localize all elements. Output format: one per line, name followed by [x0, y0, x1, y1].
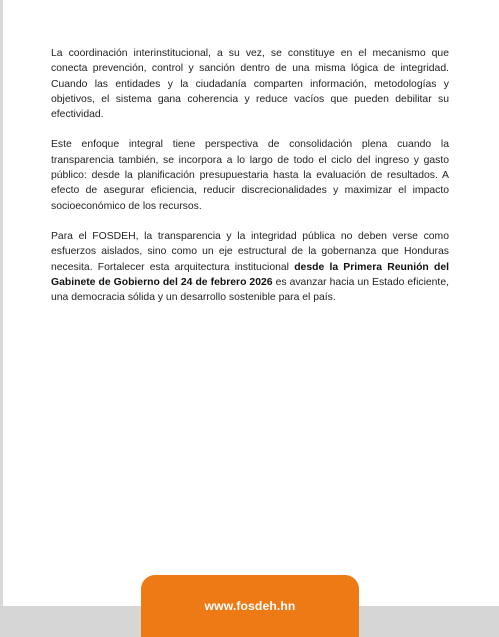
page-edge — [0, 0, 3, 637]
paragraph-text: Para el FOSDEH, la transparencia y la integridad pública no deben verse como esfuerzos aislados, sino como un eje estructural de la gobernanza que Honduras necesita. Fortalecer esta arquitectura institucional — [51, 230, 449, 273]
paragraph-text: es avanzar hacia un Estado eficiente, una democracia sólida y un desarrollo sostenible para el país. — [51, 276, 449, 304]
document-body — [51, 46, 449, 320]
paragraph-coordination: La coordinación interinstitucional, a su vez, se constituye en el mecanismo que conecta prevención, control y sanción dentro de una misma lógica de integridad. Cuando las entidades y la ciudadanía comparten información, metodologías y objetivos, el sistema gana coherencia y reduce vacíos que pueden debilitar su efectividad. — [51, 48, 449, 121]
paragraph-fosdeh-conclusion — [51, 229, 449, 305]
highlighted-text: desde la Primera Reunión del Gabinete de Gobierno del 24 de febrero 2026 — [51, 261, 449, 288]
paragraph-integral-approach: Este enfoque integral tiene perspectiva de consolidación plena cuando la transparencia también, se incorpora a lo largo de todo el ciclo del ingreso y gasto público: desde la planificación presupuestaria hasta la evaluación de resultados. A efecto de asegurar eficiencia, reducir discrecionalidades y maximizar el impacto socioeconómico de los recursos. — [51, 139, 449, 212]
footer-tab — [141, 575, 359, 637]
website-link[interactable]: www.fosdeh.hn — [204, 599, 296, 613]
